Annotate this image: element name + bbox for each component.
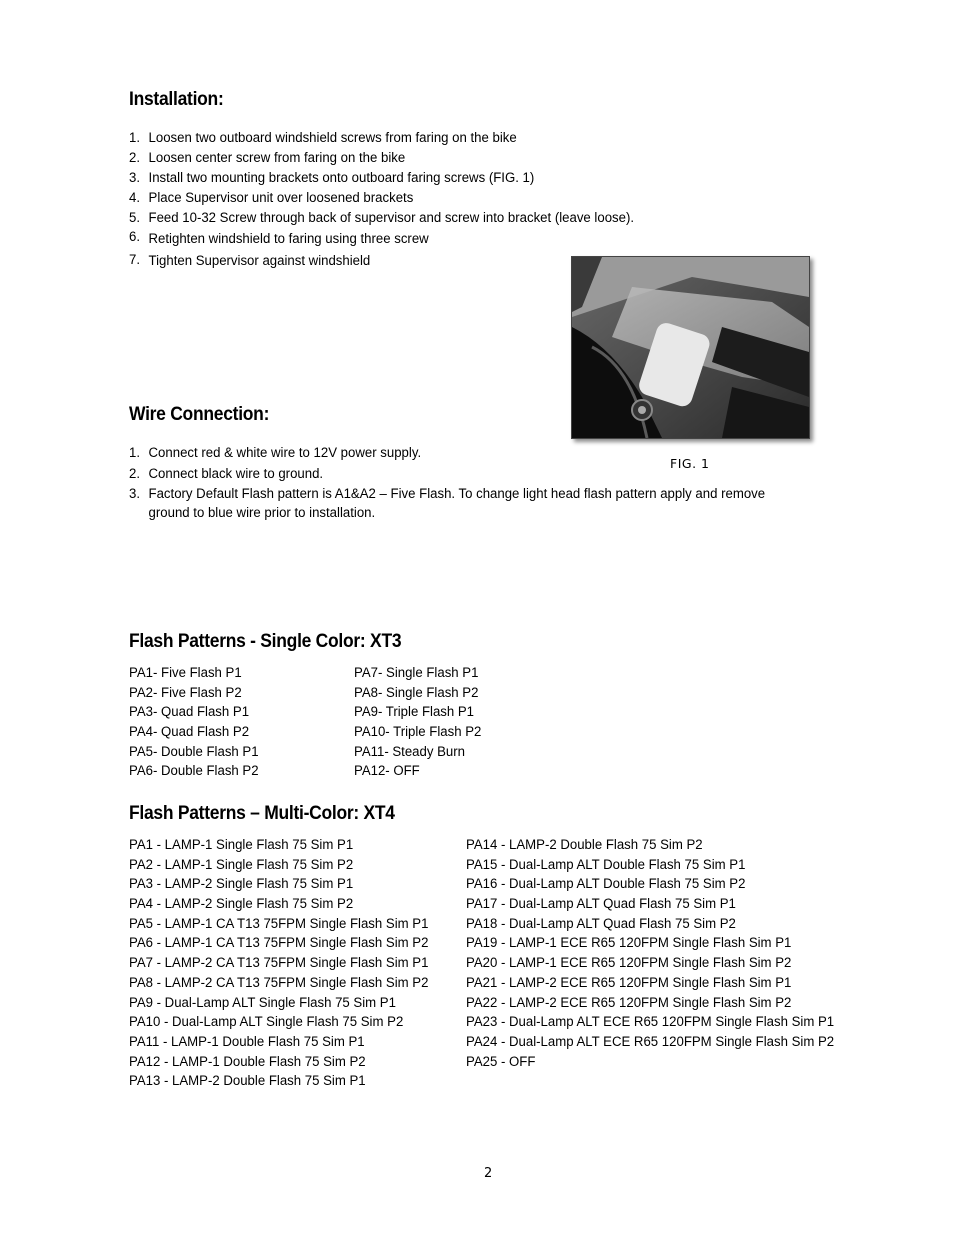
figure-photo bbox=[571, 256, 810, 439]
list-item: PA2- Five Flash P2 bbox=[129, 684, 242, 701]
installation-heading: Installation: bbox=[129, 89, 224, 110]
list-item: PA4 - LAMP-2 Single Flash 75 Sim P2 bbox=[129, 896, 354, 913]
list-item: PA2 - LAMP-1 Single Flash 75 Sim P2 bbox=[129, 856, 354, 873]
list-item: PA11 - LAMP-1 Double Flash 75 Sim P1 bbox=[129, 1033, 365, 1050]
list-item: PA5 - LAMP-1 CA T13 75FPM Single Flash Sim P1 bbox=[129, 915, 429, 932]
list-item: PA23 - Dual-Lamp ALT ECE R65 120FPM Single Flash Sim P1 bbox=[466, 1014, 835, 1031]
list-item: 5. Feed 10-32 Screw through back of supervisor and screw into bracket (leave loose). bbox=[129, 210, 635, 226]
list-item: PA5- Double Flash P1 bbox=[129, 743, 259, 760]
single-color-right-list bbox=[354, 664, 491, 782]
list-item: 3. Factory Default Flash pattern is A1&A2 – Five Flash. To change light head flash pattern apply and remove ground to blue wire prior to installation. bbox=[129, 486, 766, 521]
list-item: PA1 - LAMP-1 Single Flash 75 Sim P1 bbox=[129, 837, 354, 853]
windshield-bracket-photo-icon bbox=[572, 257, 809, 438]
list-item: PA17 - Dual-Lamp ALT Quad Flash 75 Sim P1 bbox=[466, 896, 736, 913]
list-item: PA8- Single Flash P2 bbox=[354, 684, 479, 701]
list-item: PA14 - LAMP-2 Double Flash 75 Sim P2 bbox=[466, 837, 703, 853]
list-item: PA4- Quad Flash P2 bbox=[129, 724, 250, 741]
single-color-left-list bbox=[129, 664, 268, 782]
list-item: 1. Loosen two outboard windshield screws from faring on the bike bbox=[129, 130, 517, 146]
list-item: PA6 - LAMP-1 CA T13 75FPM Single Flash Sim P2 bbox=[129, 935, 429, 952]
list-item: PA16 - Dual-Lamp ALT Double Flash 75 Sim P2 bbox=[466, 876, 746, 893]
list-item: PA7- Single Flash P1 bbox=[354, 665, 479, 681]
list-item: PA11- Steady Burn bbox=[354, 743, 466, 760]
wire-connection-steps bbox=[129, 443, 849, 524]
list-item: PA9- Triple Flash P1 bbox=[354, 704, 475, 721]
multi-color-left-list bbox=[129, 836, 451, 1092]
list-item: PA1- Five Flash P1 bbox=[129, 665, 242, 681]
list-item: PA3 - LAMP-2 Single Flash 75 Sim P1 bbox=[129, 876, 354, 893]
list-item: PA10 - Dual-Lamp ALT Single Flash 75 Sim P2 bbox=[129, 1014, 404, 1031]
list-item: PA22 - LAMP-2 ECE R65 120FPM Single Flash Sim P2 bbox=[466, 994, 792, 1011]
list-item: PA12- OFF bbox=[354, 763, 420, 780]
list-item: 7. Tighten Supervisor against windshield bbox=[129, 252, 371, 269]
list-item: PA20 - LAMP-1 ECE R65 120FPM Single Flash Sim P2 bbox=[466, 955, 792, 972]
list-item: 2. Connect black wire to ground. bbox=[129, 466, 324, 482]
list-item: PA6- Double Flash P2 bbox=[129, 763, 259, 780]
figure-caption: FIG. 1 bbox=[670, 456, 710, 471]
list-item: PA19 - LAMP-1 ECE R65 120FPM Single Flash Sim P1 bbox=[466, 935, 792, 952]
list-item: PA13 - LAMP-2 Double Flash 75 Sim P1 bbox=[129, 1073, 366, 1090]
list-item: PA15 - Dual-Lamp ALT Double Flash 75 Sim P1 bbox=[466, 856, 746, 873]
list-item: PA25 - OFF bbox=[466, 1053, 536, 1070]
list-item: PA12 - LAMP-1 Double Flash 75 Sim P2 bbox=[129, 1053, 366, 1070]
list-item: PA7 - LAMP-2 CA T13 75FPM Single Flash Sim P1 bbox=[129, 955, 429, 972]
list-item: PA8 - LAMP-2 CA T13 75FPM Single Flash Sim P2 bbox=[129, 974, 429, 991]
list-item: 1. Connect red & white wire to 12V power supply. bbox=[129, 445, 422, 461]
wire-connection-heading: Wire Connection: bbox=[129, 404, 270, 425]
list-item: PA9 - Dual-Lamp ALT Single Flash 75 Sim P1 bbox=[129, 994, 396, 1011]
list-item: 4. Place Supervisor unit over loosened brackets bbox=[129, 190, 414, 206]
multi-color-right-list bbox=[466, 836, 862, 1072]
installation-steps bbox=[129, 128, 849, 271]
list-item: PA3- Quad Flash P1 bbox=[129, 704, 250, 721]
single-color-heading: Flash Patterns - Single Color: XT3 bbox=[129, 631, 402, 652]
list-item: 2. Loosen center screw from faring on the bike bbox=[129, 150, 406, 166]
list-item: PA10- Triple Flash P2 bbox=[354, 724, 482, 741]
list-item: 6. Retighten windshield to faring using three screw bbox=[129, 229, 429, 247]
list-item: PA18 - Dual-Lamp ALT Quad Flash 75 Sim P2 bbox=[466, 915, 736, 932]
list-item: PA24 - Dual-Lamp ALT ECE R65 120FPM Single Flash Sim P2 bbox=[466, 1033, 835, 1050]
list-item: 3. Install two mounting brackets onto outboard faring screws (FIG. 1) bbox=[129, 170, 535, 186]
multi-color-heading: Flash Patterns – Multi-Color: XT4 bbox=[129, 803, 395, 824]
list-item: PA21 - LAMP-2 ECE R65 120FPM Single Flash Sim P1 bbox=[466, 974, 792, 991]
page-number: 2 bbox=[484, 1166, 493, 1181]
